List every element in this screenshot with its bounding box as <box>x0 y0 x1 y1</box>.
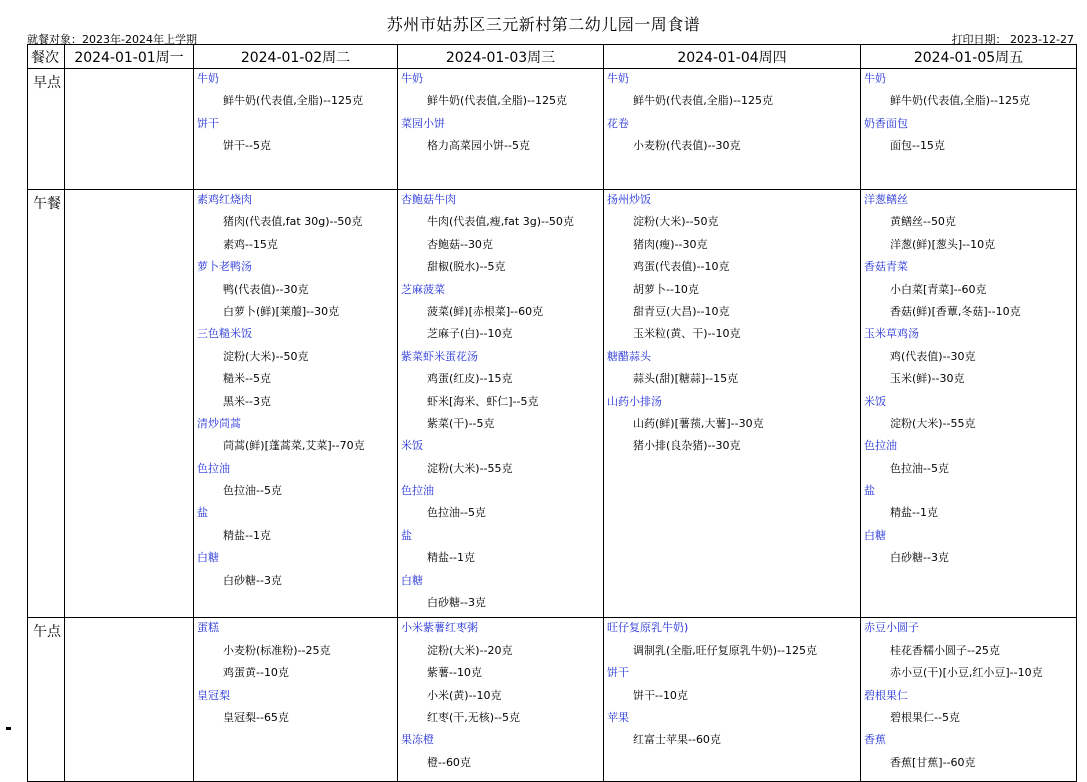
ingredient-line: 杏鲍菇--30克 <box>427 237 493 251</box>
meal-label: 午餐 <box>28 190 65 618</box>
ingredient-line: 牛肉(代表值,瘦,fat 3g)--50克 <box>427 215 574 229</box>
ingredient-line: 玉米粒(黄、干)--10克 <box>633 327 741 341</box>
menu-cell <box>65 69 194 190</box>
ingredient-line: 鸡(代表值)--30克 <box>890 349 976 363</box>
ingredient-line: 精盐--1克 <box>890 506 938 520</box>
menu-cell <box>65 190 194 618</box>
ingredient-line: 鸡蛋(红皮)--15克 <box>427 372 513 386</box>
menu-cell <box>604 190 861 618</box>
dish-name: 苹果 <box>607 710 629 724</box>
ingredient-line: 白砂糖--3克 <box>223 573 282 587</box>
dish-name: 旺仔复原乳牛奶) <box>607 621 689 635</box>
dish-name: 饼干 <box>197 116 219 130</box>
dining-target: 就餐对象：2023年-2024年上学期 <box>27 33 197 46</box>
ingredient-line: 山药(鲜)[薯蓣,大薯]--30克 <box>633 416 764 430</box>
page-edge-mark <box>6 727 11 730</box>
ingredient-line: 淀粉(大米)--50克 <box>223 349 309 363</box>
ingredient-line: 白砂糖--3克 <box>427 596 486 610</box>
menu-cell-content <box>398 190 603 617</box>
menu-cell <box>398 190 604 618</box>
ingredient-line: 甜椒(脱水)--5克 <box>427 260 506 274</box>
menu-cell-content <box>861 618 1076 777</box>
dish-name: 奶香面包 <box>864 116 908 130</box>
menu-cell-content <box>65 190 193 192</box>
dish-name: 清炒茼蒿 <box>197 416 241 430</box>
dish-name: 白糖 <box>197 551 219 565</box>
ingredient-line: 面包--15克 <box>890 139 945 153</box>
ingredient-line: 猪肉(代表值,fat 30g)--50克 <box>223 215 363 229</box>
menu-cell-content <box>604 190 860 461</box>
dish-name: 牛奶 <box>607 72 629 85</box>
ingredient-line: 红富士苹果--60克 <box>633 733 721 747</box>
ingredient-line: 淀粉(大米)--20克 <box>427 643 513 657</box>
ingredient-line: 饼干--5克 <box>223 139 271 153</box>
menu-cell-content <box>398 618 603 777</box>
dish-name: 盐 <box>864 484 875 498</box>
ingredient-line: 淀粉(大米)--55克 <box>427 461 513 475</box>
menu-cell <box>604 69 861 190</box>
dish-name: 米饭 <box>864 394 886 408</box>
menu-cell <box>194 190 398 618</box>
menu-cell-content <box>194 190 397 595</box>
ingredient-line: 糙米--5克 <box>223 372 271 386</box>
ingredient-line: 鲜牛奶(代表值,全脂)--125克 <box>427 94 568 108</box>
menu-cell-content <box>604 618 860 754</box>
ingredient-line: 香菇(鲜)[香蕈,冬菇]--10克 <box>890 304 1021 318</box>
dish-name: 杏鲍菇牛肉 <box>401 193 456 206</box>
ingredient-line: 菠菜(鲜)[赤根菜]--60克 <box>427 304 544 318</box>
menu-cell-content <box>398 69 603 161</box>
dish-name: 果冻橙 <box>401 733 434 747</box>
ingredient-line: 虾米[海米、虾仁]--5克 <box>427 394 539 408</box>
menu-cell-content <box>861 69 1076 161</box>
ingredient-line: 鸭(代表值)--30克 <box>223 282 309 296</box>
dish-name: 碧根果仁 <box>864 688 908 702</box>
menu-cell-content <box>194 69 397 161</box>
ingredient-line: 淀粉(大米)--50克 <box>633 215 719 229</box>
dish-name: 素鸡红烧肉 <box>197 193 252 206</box>
ingredient-line: 白萝卜(鲜)[莱菔]--30克 <box>223 304 340 318</box>
dish-name: 花卷 <box>607 116 629 130</box>
page-title: 苏州市姑苏区三元新村第二幼儿园一周食谱 <box>386 15 701 34</box>
dish-name: 牛奶 <box>864 72 886 85</box>
dish-name: 山药小排汤 <box>607 394 662 408</box>
menu-cell-content <box>65 69 193 71</box>
dish-name: 扬州炒饭 <box>607 193 651 206</box>
ingredient-line: 紫薯--10克 <box>427 666 482 680</box>
menu-cell <box>861 190 1077 618</box>
day-header-mon: 2024-01-01周一 <box>65 45 194 69</box>
ingredient-line: 洋葱(鲜)[葱头]--10克 <box>890 237 996 251</box>
ingredient-line: 橙--60克 <box>427 755 471 769</box>
dish-name: 蛋糕 <box>197 621 219 635</box>
ingredient-line: 猪小排(良杂猪)--30克 <box>633 439 741 453</box>
header-row <box>28 45 1077 69</box>
ingredient-line: 淀粉(大米)--55克 <box>890 416 976 430</box>
menu-cell <box>194 69 398 190</box>
dish-name: 糖醋蒜头 <box>607 349 651 363</box>
ingredient-line: 黑米--3克 <box>223 394 271 408</box>
dish-name: 色拉油 <box>401 484 434 498</box>
dish-name: 三色糙米饭 <box>197 327 252 341</box>
ingredient-line: 胡萝卜--10克 <box>633 282 699 296</box>
dish-name: 盐 <box>401 528 412 542</box>
dish-name: 紫菜虾米蛋花汤 <box>401 349 478 363</box>
dish-name: 牛奶 <box>197 72 219 85</box>
menu-cell-content <box>604 69 860 161</box>
ingredient-line: 鲜牛奶(代表值,全脂)--125克 <box>633 94 774 108</box>
dish-name: 米饭 <box>401 439 423 453</box>
ingredient-line: 素鸡--15克 <box>223 237 278 251</box>
meal-row-breakfast <box>28 69 1077 190</box>
ingredient-line: 精盐--1克 <box>427 551 475 565</box>
ingredient-line: 鸡蛋黄--10克 <box>223 666 289 680</box>
ingredient-line: 赤小豆(干)[小豆,红小豆]--10克 <box>890 666 1043 680</box>
ingredient-line: 色拉油--5克 <box>890 461 949 475</box>
meal-label: 早点 <box>28 69 65 190</box>
ingredient-line: 猪肉(瘦)--30克 <box>633 237 708 251</box>
day-header-thu: 2024-01-04周四 <box>604 45 861 69</box>
ingredient-line: 碧根果仁--5克 <box>890 710 960 724</box>
ingredient-line: 皇冠梨--65克 <box>223 710 289 724</box>
ingredient-line: 色拉油--5克 <box>223 484 282 498</box>
day-header-wed: 2024-01-03周三 <box>398 45 604 69</box>
menu-cell <box>398 69 604 190</box>
ingredient-line: 精盐--1克 <box>223 528 271 542</box>
dish-name: 芝麻菠菜 <box>401 282 445 296</box>
dish-name: 萝卜老鸭汤 <box>197 260 252 274</box>
menu-cell <box>194 618 398 782</box>
menu-cell <box>604 618 861 782</box>
ingredient-line: 甜青豆(大昌)--10克 <box>633 304 730 318</box>
dish-name: 小米紫薯红枣粥 <box>401 621 478 635</box>
ingredient-line: 芝麻子(白)--10克 <box>427 327 513 341</box>
dish-name: 白糖 <box>401 573 423 587</box>
ingredient-line: 调制乳(全脂,旺仔复原乳牛奶)--125克 <box>633 643 818 657</box>
dish-name: 色拉油 <box>864 439 897 453</box>
ingredient-line: 色拉油--5克 <box>427 506 486 520</box>
menu-cell <box>65 618 194 782</box>
dish-name: 玉米草鸡汤 <box>864 327 919 341</box>
ingredient-line: 白砂糖--3克 <box>890 551 949 565</box>
dish-name: 香蕉 <box>864 733 886 747</box>
ingredient-line: 香蕉[甘蕉]--60克 <box>890 755 976 769</box>
menu-cell-content <box>65 618 193 620</box>
meal-row-lunch <box>28 190 1077 618</box>
dish-name: 白糖 <box>864 528 886 542</box>
dish-name: 洋葱鳝丝 <box>864 193 908 206</box>
print-date: 打印日期： 2023-12-27 <box>951 33 1074 46</box>
ingredient-line: 小米(黄)--10克 <box>427 688 502 702</box>
menu-cell <box>861 618 1077 782</box>
day-header-fri: 2024-01-05周五 <box>861 45 1077 69</box>
ingredient-line: 茼蒿(鲜)[蓬蒿菜,艾菜]--70克 <box>223 439 365 453</box>
ingredient-line: 鲜牛奶(代表值,全脂)--125克 <box>223 94 364 108</box>
ingredient-line: 鲜牛奶(代表值,全脂)--125克 <box>890 94 1031 108</box>
dish-name: 皇冠梨 <box>197 688 230 702</box>
dish-name: 赤豆小圆子 <box>864 621 919 635</box>
meal-row-snack <box>28 618 1077 782</box>
day-header-tue: 2024-01-02周二 <box>194 45 398 69</box>
ingredient-line: 鸡蛋(代表值)--10克 <box>633 260 730 274</box>
ingredient-line: 红枣(干,无核)--5克 <box>427 710 521 724</box>
dish-name: 盐 <box>197 506 208 520</box>
dish-name: 菜园小饼 <box>401 116 445 130</box>
ingredient-line: 桂花香糯小圆子--25克 <box>890 643 1000 657</box>
dish-name: 香菇青菜 <box>864 260 908 274</box>
meal-column-header: 餐次 <box>28 45 65 69</box>
ingredient-line: 黄鳝丝--50克 <box>890 215 956 229</box>
ingredient-line: 小麦粉(代表值)--30克 <box>633 139 741 153</box>
ingredient-line: 紫菜(干)--5克 <box>427 416 495 430</box>
ingredient-line: 饼干--10克 <box>633 688 688 702</box>
weekly-menu-table <box>27 44 1077 782</box>
ingredient-line: 蒜头(甜)[糖蒜]--15克 <box>633 372 739 386</box>
menu-cell-content <box>861 190 1076 573</box>
menu-cell <box>398 618 604 782</box>
ingredient-line: 小麦粉(标准粉)--25克 <box>223 643 331 657</box>
menu-cell <box>861 69 1077 190</box>
ingredient-line: 玉米(鲜)--30克 <box>890 372 965 386</box>
ingredient-line: 格力高菜园小饼--5克 <box>427 139 530 153</box>
ingredient-line: 小白菜[青菜]--60克 <box>890 282 987 296</box>
dish-name: 饼干 <box>607 666 629 680</box>
dish-name: 牛奶 <box>401 72 423 85</box>
menu-cell-content <box>194 618 397 732</box>
meal-label: 午点 <box>28 618 65 782</box>
dish-name: 色拉油 <box>197 461 230 475</box>
